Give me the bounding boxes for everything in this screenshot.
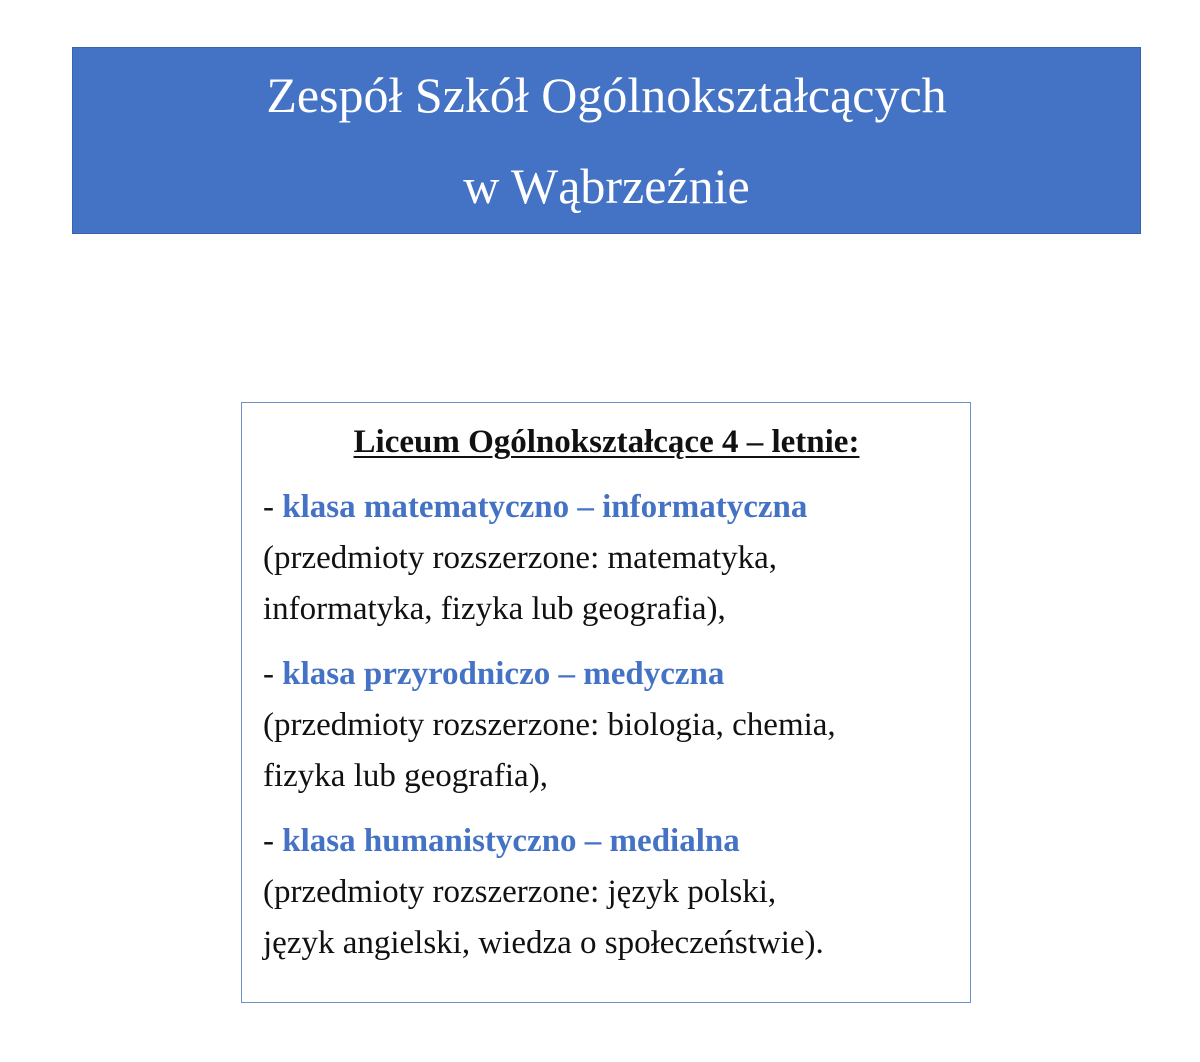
- program-description-line: (przedmioty rozszerzone: biologia, chemia,: [263, 707, 836, 743]
- program-name: klasa matematyczno – informatyczna: [282, 489, 808, 525]
- program-description-line: informatyka, fizyka lub geografia),: [263, 591, 726, 627]
- program-name: klasa humanistyczno – medialna: [282, 823, 740, 859]
- program-name: klasa przyrodniczo – medyczna: [282, 656, 725, 692]
- programs-card: [241, 402, 971, 1003]
- program-description-line: (przedmioty rozszerzone: matematyka,: [263, 540, 778, 576]
- program-item: [263, 482, 950, 635]
- school-name: Zespół Szkół Ogólnokształcących: [266, 66, 947, 123]
- program-item: [263, 649, 950, 802]
- program-description-line: fizyka lub geografia),: [263, 758, 548, 794]
- program-heading: [263, 649, 950, 700]
- program-description-line: język angielski, wiedza o społeczeństwie).: [263, 925, 824, 961]
- program-heading: [263, 816, 950, 867]
- program-bullet: -: [263, 489, 283, 525]
- school-header-banner: [72, 47, 1141, 234]
- card-title: Liceum Ogólnokształcące 4 – letnie:: [353, 424, 860, 460]
- program-heading: [263, 482, 950, 533]
- program-description-line: (przedmioty rozszerzone: język polski,: [263, 874, 777, 910]
- program-item: [263, 816, 950, 969]
- school-location: w Wąbrzeźnie: [463, 157, 750, 214]
- program-bullet: -: [263, 656, 283, 692]
- program-bullet: -: [263, 823, 283, 859]
